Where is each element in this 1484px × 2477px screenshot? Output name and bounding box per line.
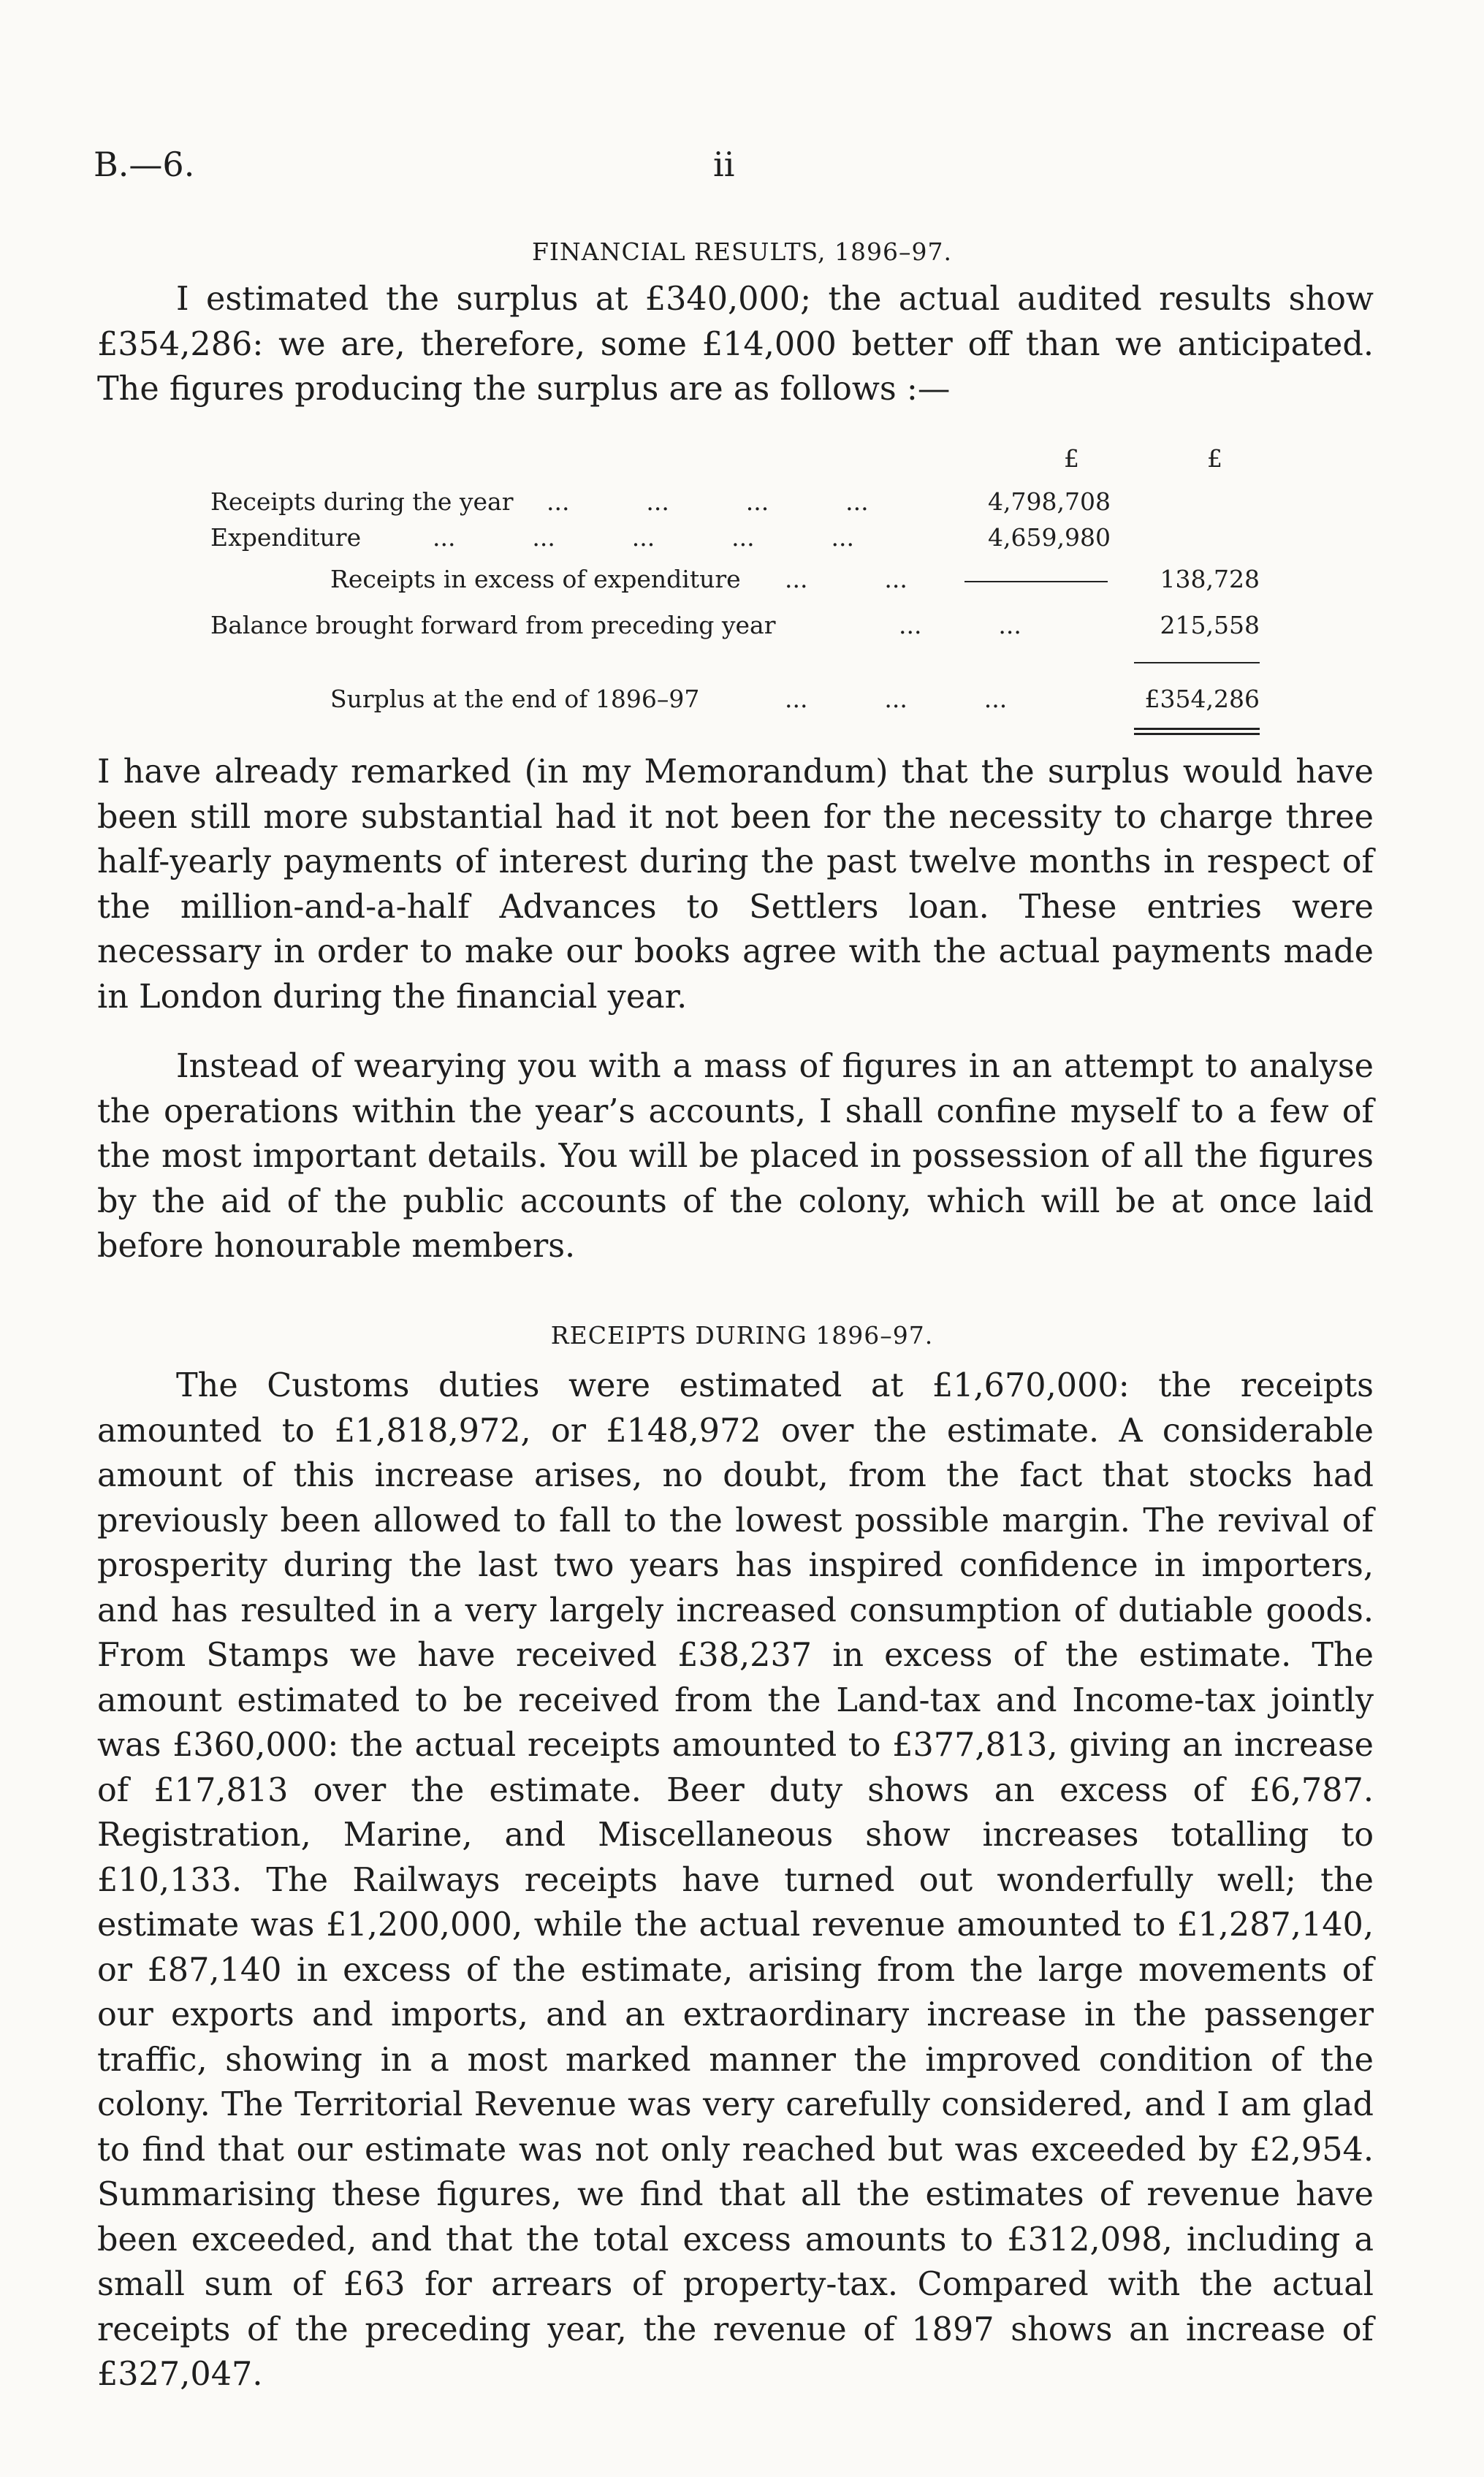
subtotal-rule [964, 581, 1108, 582]
financial-results-table [0, 0, 1484, 804]
table-row-label: Receipts in excess of expenditure [330, 565, 741, 593]
table-row-label: Balance brought forward from preceding year [210, 611, 776, 639]
table-row-leaders: ... ... [899, 611, 1021, 639]
table-row-value: 4,659,980 [988, 523, 1111, 552]
double-rule-bottom [1134, 733, 1260, 735]
col2-header: £ [1207, 444, 1222, 473]
section-heading-receipts: RECEIPTS DURING 1896–97. [550, 1321, 934, 1350]
table-row-leaders: ... ... ... ... ... [433, 523, 854, 552]
table-row-leaders: ... ... [785, 565, 907, 593]
page-number: ii [713, 145, 735, 184]
total-rule [1134, 662, 1260, 663]
table-row-label: Expenditure [210, 523, 362, 552]
col1-header: £ [1064, 444, 1079, 473]
table-row-leaders: ... ... ... [785, 685, 1008, 713]
table-row-total: 138,728 [1160, 565, 1260, 593]
section-heading-financial-results: FINANCIAL RESULTS, 1896–97. [532, 237, 952, 266]
table-row-total: 215,558 [1160, 611, 1260, 639]
receipts-paragraph: The Customs duties were estimated at £1,670,000: the receipts amounted to £1,818,972, or £148,972 over the estimate. A considerable amount of this increase arises, no doubt, from the fact that stocks had previously been allowed to fall to the lowest possible margin. The revival of prosperity during the last two years has inspired confidence in importers, and has resulted in a very largely increased consumption of dutiable goods. From Stamps we have received £38,237 in excess of the estimate. The amount estimated to be received from the Land-tax and Income-tax jointly was £360,000: the actual receipts amounted to £377,813, giving an increase of £17,813 over the estimate. Beer duty shows an excess of £6,787. Registration, Marine, and Miscellaneous show increases totalling to £10,133. The Railways receipts have turned out wonderfully well; the estimate was £1,200,000, while the actual revenue amounted to £1,287,140, or £87,140 in excess of the estimate, arising from the large movements of our exports and imports, and an extraordinary increase in the passenger traffic, showing in a most marked manner the improved condition of the colony. The Territorial Revenue was very carefully considered, and I am glad to find that our estimate was not only reached but was exceeded by £2,954. Summarising these figures, we find that all the estimates of revenue have been exceeded, and that the total excess amounts to £312,098, including a small sum of £63 for arrears of property-tax. Compared with the actual receipts of the preceding year, the revenue of 1897 shows an increase of £327,047. [97, 1367, 1374, 2393]
table-row-label: Receipts during the year [210, 487, 514, 516]
double-rule-top [1134, 728, 1260, 730]
intro-paragraph: I estimated the surplus at £340,000; the actual audited results show £354,286: we are, therefore, some £14,000 better off than we anticipated. The figures producing the surplus are as follows :— [97, 281, 1374, 408]
table-row-value: 4,798,708 [988, 487, 1111, 516]
table-row-label: Surplus at the end of 1896–97 [330, 685, 700, 713]
table-row-total: £354,286 [1144, 685, 1260, 713]
document-reference: B.—6. [94, 145, 195, 184]
figures-paragraph: Instead of wearying you with a mass of figures in an attempt to analyse the operations within the year’s accounts, I shall confine myself to a few of the most important details. You will be placed in possession of all the figures by the aid of the public accounts of the colony, which will be at once laid before honourable members. [97, 1048, 1374, 1265]
memorandum-paragraph: I have already remarked (in my Memorandum) that the surplus would have been still more substantial had it not been for the necessity to charge three half-yearly payments of interest during the past twelve months in respect of the million-and-a-half Advances to Settlers loan. These entries were necessary in order to make our books agree with the actual payments made in London during the financial year. [97, 753, 1374, 1016]
table-row-leaders: ... ... ... ... [547, 487, 869, 516]
